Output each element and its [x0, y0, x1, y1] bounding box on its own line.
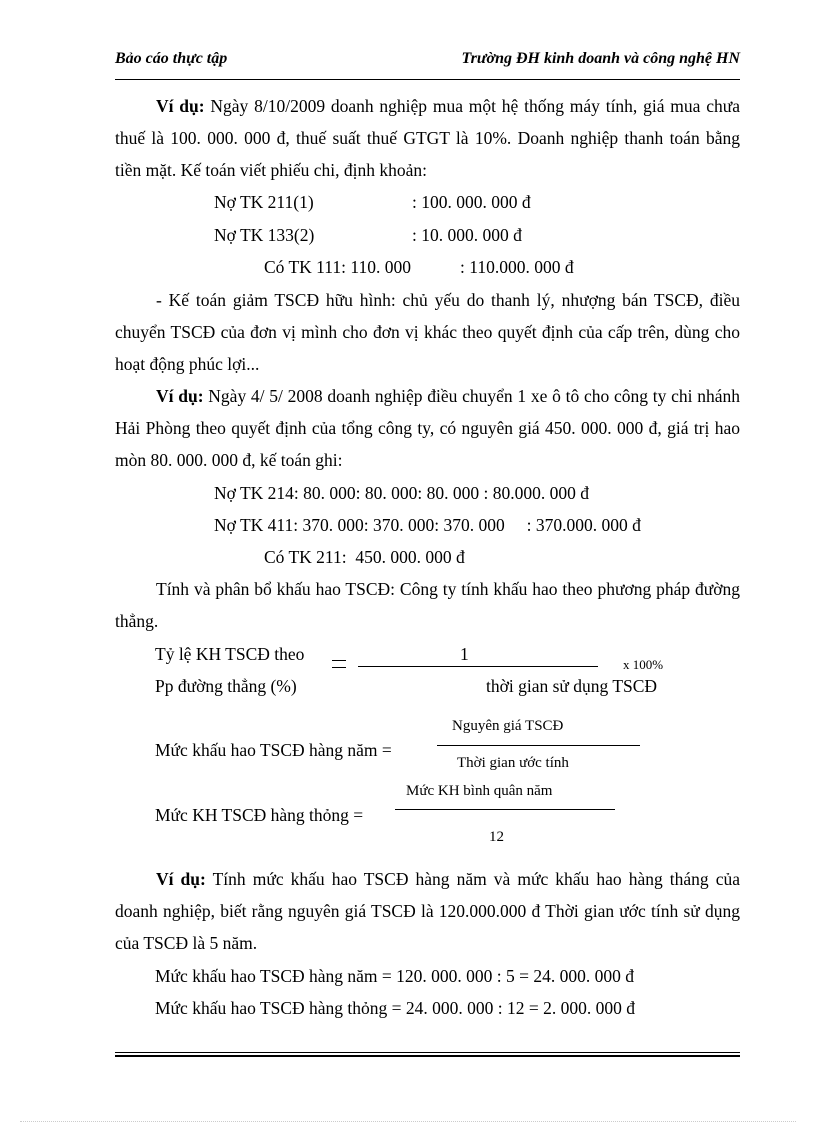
formula2-denominator: Thời gian ước tính	[457, 755, 569, 771]
example1-entry3-value: : 110.000. 000 đ	[460, 257, 574, 277]
formula2-label: Mức khấu hao TSCĐ hàng năm =	[155, 740, 392, 760]
example3-calc1: Mức khấu hao TSCĐ hàng năm = 120. 000. 000 : 5 = 24. 000. 000 đ	[155, 966, 635, 986]
example1-paragraph	[115, 90, 740, 186]
example1-entry2-account: Nợ TK 133(2)	[214, 225, 315, 245]
decrease-paragraph: - Kế toán giảm TSCĐ hữu hình: chủ yếu do thanh lý, nhượng bán TSCĐ, điều chuyển TSCĐ của đơn vị mình cho đơn vị khác theo quyết định của cấp trên, dùng cho hoạt động phúc lợi...	[115, 290, 740, 374]
example3-paragraph	[115, 863, 740, 959]
example1-entry2-value: : 10. 000. 000 đ	[412, 225, 522, 245]
header-right: Trường ĐH kinh doanh và công nghệ HN	[461, 50, 740, 67]
footer-rule-top	[115, 1052, 740, 1053]
formula3-fraction-bar	[395, 809, 615, 810]
page-edge	[20, 1121, 796, 1122]
example1-entry1-value: : 100. 000. 000 đ	[412, 192, 531, 212]
header-rule	[115, 79, 740, 80]
formula3-denominator: 12	[489, 829, 504, 845]
example1-entry3-account: Có TK 111: 110. 000	[264, 257, 411, 277]
formula1-denominator: thời gian sử dụng TSCĐ	[486, 676, 658, 696]
example3-text: Tính mức khấu hao TSCĐ hàng năm và mức khấu hao hàng tháng của doanh nghiệp, biết rằng nguyên giá TSCĐ là 120.000.000 đ Thời gian ước tính sử dụng của TSCĐ là 5 năm.	[115, 869, 741, 953]
example2-text: Ngày 4/ 5/ 2008 doanh nghiệp điều chuyển 1 xe ô tô cho công ty chi nhánh Hải Phòng theo quyết định của tổng công ty, có nguyên giá 450. 000. 000 đ, giá trị hao mòn 80. 000. 000 đ, kế toán ghi:	[115, 386, 740, 470]
header-left: Bảo cáo thực tập	[115, 50, 228, 67]
example2-label: Ví dụ:	[156, 386, 204, 406]
formula1-fraction-bar	[358, 666, 598, 667]
depreciation-intro: Tính và phân bổ khấu hao TSCĐ: Công ty tính khấu hao theo phương pháp đường thẳng.	[115, 579, 740, 631]
footer-rule-bottom	[115, 1055, 740, 1057]
formula1-equals-top	[332, 660, 346, 661]
formula2-fraction-bar	[437, 745, 640, 746]
formula1-equals-bottom	[332, 667, 346, 668]
example2-entry3: Có TK 211: 450. 000. 000 đ	[264, 547, 465, 567]
example1-entry1-account: Nợ TK 211(1)	[214, 192, 314, 212]
formula1-multiplier: x 100%	[623, 657, 664, 672]
example3-calc2: Mức khấu hao TSCĐ hàng thỏng = 24. 000. 000 : 12 = 2. 000. 000 đ	[155, 998, 635, 1018]
example3-label: Ví dụ:	[156, 869, 206, 889]
example2-entry2: Nợ TK 411: 370. 000: 370. 000: 370. 000 : 370.000. 000 đ	[214, 515, 641, 535]
example2-entry1: Nợ TK 214: 80. 000: 80. 000: 80. 000 : 80.000. 000 đ	[214, 483, 589, 503]
example2-paragraph	[115, 380, 740, 476]
formula1-numerator: 1	[460, 644, 469, 664]
example1-text: Ngày 8/10/2009 doanh nghiệp mua một hệ thống máy tính, giá mua chưa thuế là 100. 000. 000 đ, thuế suất thuế GTGT là 10%. Doanh nghiệp thanh toán bằng tiền mặt. Kế toán viết phiếu chi, định khoản:	[115, 96, 740, 180]
formula3-label: Mức KH TSCĐ hàng thỏng =	[155, 805, 364, 825]
formula1-label-line1: Tỷ lệ KH TSCĐ theo	[155, 644, 305, 664]
formula3-numerator: Mức KH bình quân năm	[406, 783, 553, 799]
formula1-label-line2: Pp đường thẳng (%)	[155, 676, 297, 696]
example1-label: Ví dụ:	[156, 96, 205, 116]
formula2-numerator: Nguyên giá TSCĐ	[452, 718, 564, 734]
